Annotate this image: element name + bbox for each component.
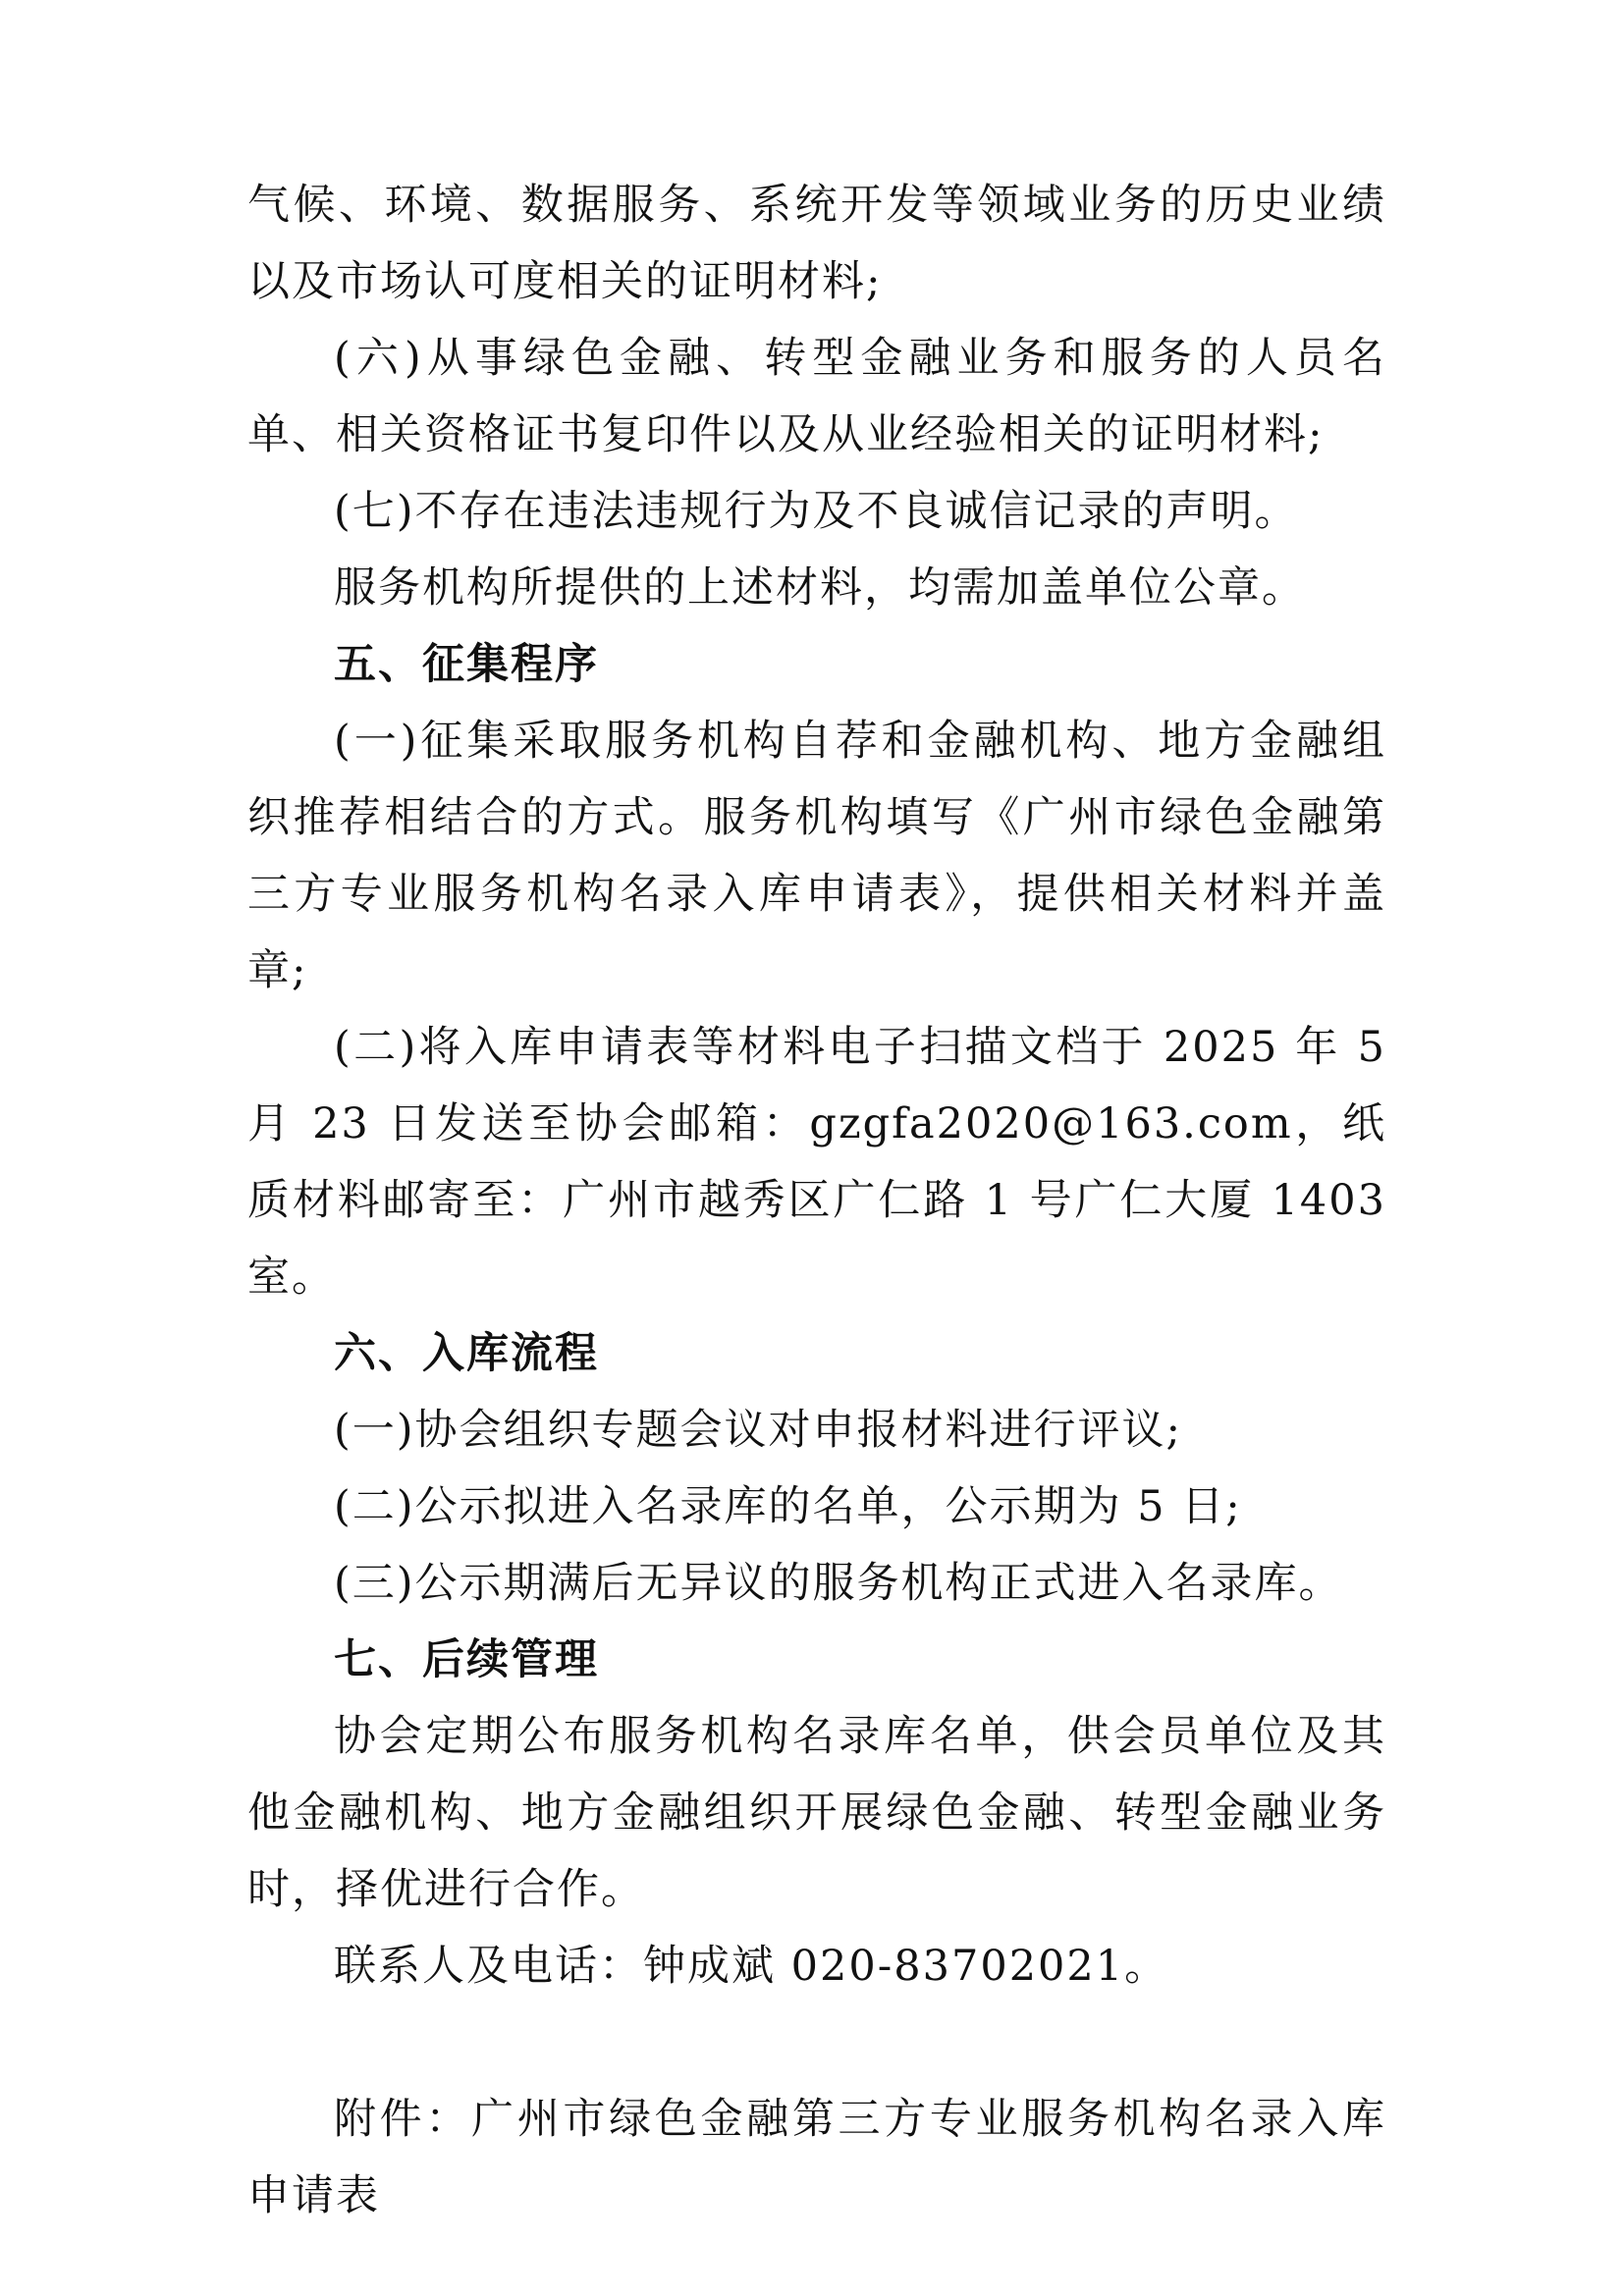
section-6-item-3: (三)公示期满后无异议的服务机构正式进入名录库。 [334,1559,1343,1608]
contact-line: 联系人及电话：钟成斌 020-83702021。 [334,1942,1169,1991]
section-6-heading: 六、入库流程 [334,1329,599,1378]
attachment-line: 附件：广州市绿色金融第三方专业服务机构名录入库申请表 [247,2095,1386,2220]
list-item-6: (六)从事绿色金融、转型金融业务和服务的人员名单、相关资格证书复印件以及从业经验相关的证明材料; [247,334,1386,459]
section-7-heading: 七、后续管理 [334,1635,599,1684]
document-body [247,167,1386,2234]
section-6-item-2: (二)公示拟进入名录库的名单，公示期为 5 日; [334,1482,1242,1531]
list-item-7: (七)不存在违法违规行为及不良诚信记录的声明。 [334,487,1299,536]
continued-paragraph: 气候、环境、数据服务、系统开发等领域业务的历史业绩以及市场认可度相关的证明材料; [247,181,1386,306]
blank-line [247,2004,1386,2081]
section-7-body: 协会定期公布服务机构名录库名单，供会员单位及其他金融机构、地方金融组织开展绿色金融、转型金融业务时，择优进行合作。 [247,1712,1386,1914]
section-5-heading: 五、征集程序 [334,640,599,689]
section-6-item-1: (一)协会组织专题会议对申报材料进行评议; [334,1406,1183,1455]
section-5-item-2: (二)将入库申请表等材料电子扫描文档于 2025 年 5 月 23 日发送至协会邮箱：gzgfa2020@163.com，纸质材料邮寄至：广州市越秀区广仁路 1 号广仁大厦 1403 室。 [247,1023,1386,1302]
seal-note: 服务机构所提供的上述材料，均需加盖单位公章。 [334,563,1306,613]
section-5-item-1: (一)征集采取服务机构自荐和金融机构、地方金融组织推荐相结合的方式。服务机构填写《广州市绿色金融第三方专业服务机构名录入库申请表》，提供相关材料并盖章; [247,717,1386,995]
